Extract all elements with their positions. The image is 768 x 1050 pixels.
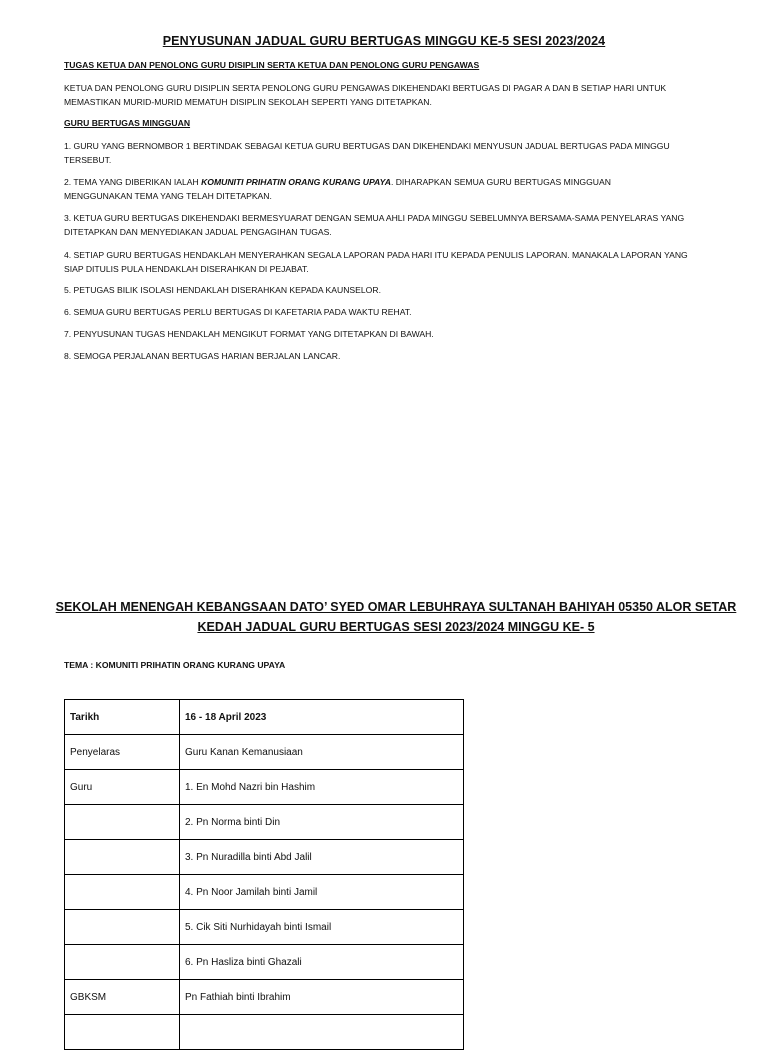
row-value: 5. Cik Siti Nurhidayah binti Ismail <box>180 910 464 945</box>
row-value: Pn Fathiah binti Ibrahim <box>180 980 464 1015</box>
row-label: Tarikh <box>65 700 180 735</box>
item2-pre: 2. TEMA YANG DIBERIKAN IALAH <box>64 177 202 187</box>
row-label <box>65 875 180 910</box>
table-row <box>65 805 464 840</box>
table-row <box>65 840 464 875</box>
table-row <box>65 980 464 1015</box>
row-label <box>65 945 180 980</box>
table-row <box>65 910 464 945</box>
row-value: 1. En Mohd Nazri bin Hashim <box>180 770 464 805</box>
row-label <box>65 1015 180 1050</box>
row-label <box>65 910 180 945</box>
row-value: 4. Pn Noor Jamilah binti Jamil <box>180 875 464 910</box>
section1-heading: TUGAS KETUA DAN PENOLONG GURU DISIPLIN SERTA KETUA DAN PENOLONG GURU PENGAWAS <box>64 60 480 70</box>
row-label: Penyelaras <box>65 735 180 770</box>
instruction-item-5: 5. PETUGAS BILIK ISOLASI HENDAKLAH DISERAHKAN KEPADA KAUNSELOR. <box>64 285 381 295</box>
instruction-item-6: 6. SEMUA GURU BERTUGAS PERLU BERTUGAS DI KAFETARIA PADA WAKTU REHAT. <box>64 307 412 317</box>
table-row <box>65 1015 464 1050</box>
row-label <box>65 805 180 840</box>
instruction-item-4: 4. SETIAP GURU BERTUGAS HENDAKLAH MENYERAHKAN SEGALA LAPORAN PADA HARI ITU KEPADA PENULIS LAPORAN. MANAKALA LAPORAN YANG SIAP DITULIS PULA HENDAKLAH DISERAHKAN DI PEJABAT. <box>64 250 688 274</box>
table-row <box>65 700 464 735</box>
school-title <box>40 597 752 637</box>
instruction-item-2 <box>64 175 732 203</box>
row-label: GBKSM <box>65 980 180 1015</box>
instruction-item-7: 7. PENYUSUNAN TUGAS HENDAKLAH MENGIKUT FORMAT YANG DITETAPKAN DI BAWAH. <box>64 329 434 339</box>
row-value: 3. Pn Nuradilla binti Abd Jalil <box>180 840 464 875</box>
school-title-line1: SEKOLAH MENENGAH KEBANGSAAN DATO’ SYED OMAR LEBUHRAYA SULTANAH BAHIYAH 05350 ALOR SETAR <box>55 600 737 614</box>
row-value <box>180 1015 464 1050</box>
instruction-item-3: 3. KETUA GURU BERTUGAS DIKEHENDAKI BERMESYUARAT DENGAN SEMUA AHLI PADA MINGGU SEBELUMNYA BERSAMA-SAMA PENYELARAS YANG DITETAPKAN DAN MENYEDIAKAN JADUAL PENGAGIHAN TUGAS. <box>64 213 685 237</box>
section2-heading: GURU BERTUGAS MINGGUAN <box>64 118 191 128</box>
instruction-item-8: 8. SEMOGA PERJALANAN BERTUGAS HARIAN BERJALAN LANCAR. <box>64 351 341 361</box>
row-label <box>65 840 180 875</box>
row-value: 2. Pn Norma binti Din <box>180 805 464 840</box>
table-row <box>65 735 464 770</box>
item2-post: . DIHARAPKAN SEMUA GURU BERTUGAS MINGGUAN MENGGUNAKAN TEMA YANG TELAH DITETAPKAN. <box>64 177 611 201</box>
table-row <box>65 770 464 805</box>
row-value: Guru Kanan Kemanusiaan <box>180 735 464 770</box>
row-label: Guru <box>65 770 180 805</box>
row-value: 16 - 18 April 2023 <box>180 700 464 735</box>
instruction-item-1: 1. GURU YANG BERNOMBOR 1 BERTINDAK SEBAGAI KETUA GURU BERTUGAS DAN DIKEHENDAKI MENYUSUN JADUAL BERTUGAS PADA MINGGU TERSEBUT. <box>64 141 670 165</box>
item2-theme: KOMUNITI PRIHATIN ORANG KURANG UPAYA <box>201 177 391 187</box>
row-value: 6. Pn Hasliza binti Ghazali <box>180 945 464 980</box>
tema-line: TEMA : KOMUNITI PRIHATIN ORANG KURANG UPAYA <box>64 660 286 670</box>
table-row <box>65 875 464 910</box>
section1-body: KETUA DAN PENOLONG GURU DISIPLIN SERTA PENOLONG GURU PENGAWAS DIKEHENDAKI BERTUGAS DI PAGAR A DAN B SETIAP HARI UNTUK MEMASTIKAN MURID-MURID MEMATUH DISIPLIN SEKOLAH SEPERTI YANG DITETAPKAN. <box>64 83 667 107</box>
table-row <box>65 945 464 980</box>
school-title-line2: KEDAH JADUAL GURU BERTUGAS SESI 2023/2024 MINGGU KE- 5 <box>197 620 595 634</box>
duty-table <box>64 699 464 1050</box>
page-title: PENYUSUNAN JADUAL GURU BERTUGAS MINGGU KE-5 SESI 2023/2024 <box>162 34 606 48</box>
